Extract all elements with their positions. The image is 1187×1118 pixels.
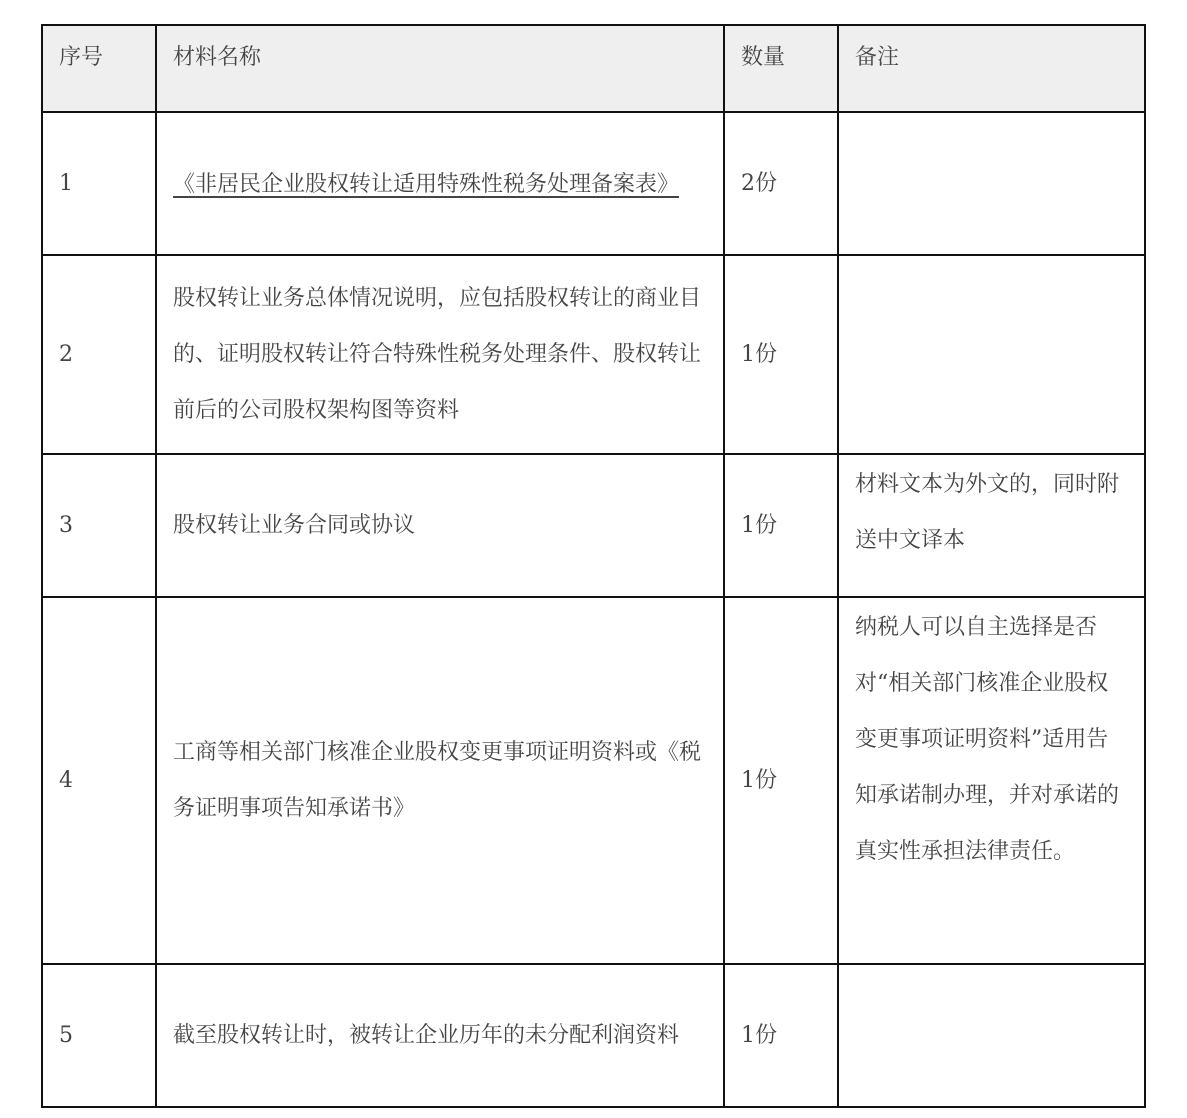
materials-table — [41, 24, 1146, 1108]
row-material-name: 股权转让业务合同或协议 — [156, 454, 724, 597]
row-quantity: 2份 — [724, 112, 838, 255]
table-header-row — [42, 25, 1145, 112]
row-quantity: 1份 — [724, 597, 838, 964]
header-serial-number: 序号 — [42, 25, 156, 112]
row-serial-number: 2 — [42, 255, 156, 454]
row-serial-number: 1 — [42, 112, 156, 255]
row-serial-number: 3 — [42, 454, 156, 597]
table-row — [42, 597, 1145, 964]
row-remark — [838, 255, 1145, 454]
row-quantity: 1份 — [724, 454, 838, 597]
header-quantity: 数量 — [724, 25, 838, 112]
row-quantity: 1份 — [724, 964, 838, 1107]
header-material-name: 材料名称 — [156, 25, 724, 112]
row-remark: 纳税人可以自主选择是否对“相关部门核准企业股权变更事项证明资料”适用告知承诺制办理，并对承诺的真实性承担法律责任。 — [838, 597, 1145, 964]
row-material-name: 截至股权转让时，被转让企业历年的未分配利润资料 — [156, 964, 724, 1107]
row-remark: 材料文本为外文的，同时附送中文译本 — [838, 454, 1145, 597]
row-quantity: 1份 — [724, 255, 838, 454]
table-row — [42, 112, 1145, 255]
row-serial-number: 5 — [42, 964, 156, 1107]
table-row — [42, 454, 1145, 597]
filing-form-link[interactable]: 《非居民企业股权转让适用特殊性税务处理备案表》 — [173, 171, 680, 197]
row-material-name — [156, 112, 724, 255]
row-serial-number: 4 — [42, 597, 156, 964]
row-material-name: 股权转让业务总体情况说明，应包括股权转让的商业目的、证明股权转让符合特殊性税务处理条件、股权转让前后的公司股权架构图等资料 — [156, 255, 724, 454]
row-remark — [838, 964, 1145, 1107]
row-material-name: 工商等相关部门核准企业股权变更事项证明资料或《税务证明事项告知承诺书》 — [156, 597, 724, 964]
table-row — [42, 964, 1145, 1107]
header-remark: 备注 — [838, 25, 1145, 112]
row-remark — [838, 112, 1145, 255]
table-row — [42, 255, 1145, 454]
